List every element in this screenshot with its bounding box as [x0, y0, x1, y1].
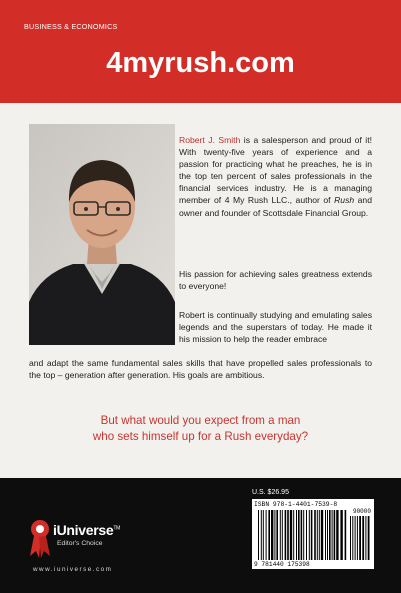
iuniverse-ribbon-icon — [28, 518, 52, 560]
publisher-tagline: Editor's Choice — [57, 540, 103, 547]
bio-paragraph-3-part-2: and adapt the same fundamental sales skills that have propelled sales professionals to the top – generation after generation. His goals are ambitious. — [29, 358, 372, 381]
category-label: BUSINESS & ECONOMICS — [24, 22, 118, 31]
teaser-line-2: who sets himself up for a Rush everyday? — [92, 430, 309, 443]
barcode-bars — [252, 499, 374, 569]
bio-paragraph-3-part-1: Robert is continually studying and emulating sales legends and the superstars of today. He made it his mission to help the reader embrace — [179, 310, 372, 345]
publisher-url: www.iuniverse.com — [33, 566, 113, 573]
bio-paragraph-1: Robert J. Smith is a salesperson and proud of it! With twenty-five years of experience and a passion for practicing what he preaches, he is in the top ten percent of sales professionals in the financial services industry. He is a managing member of 4 My Rush LLC., author of Rush and owner and founder of Scottsdale Financial Group. — [179, 135, 372, 218]
isbn-barcode — [252, 499, 374, 569]
book-title: Rush — [334, 195, 355, 206]
teaser-quote — [0, 413, 401, 445]
price-label: U.S. $26.95 — [252, 489, 289, 496]
ean-digits: 9 781440 175398 — [254, 561, 310, 568]
author-name: Robert J. Smith — [179, 135, 241, 145]
teaser-line-1: But what would you expect from a man — [100, 414, 301, 427]
trademark-mark: TM — [113, 525, 120, 532]
website-title: 4myrush.com — [106, 47, 295, 79]
addon-code: 90000 — [352, 508, 371, 515]
isbn-number: ISBN 978-1-4401-7539-8 — [254, 501, 338, 508]
bio-paragraph-2: His passion for achieving sales greatness extends to everyone! — [179, 269, 372, 292]
publisher-name: iUniverse™ — [53, 522, 120, 538]
top-band — [0, 0, 401, 103]
author-photo — [29, 124, 175, 345]
